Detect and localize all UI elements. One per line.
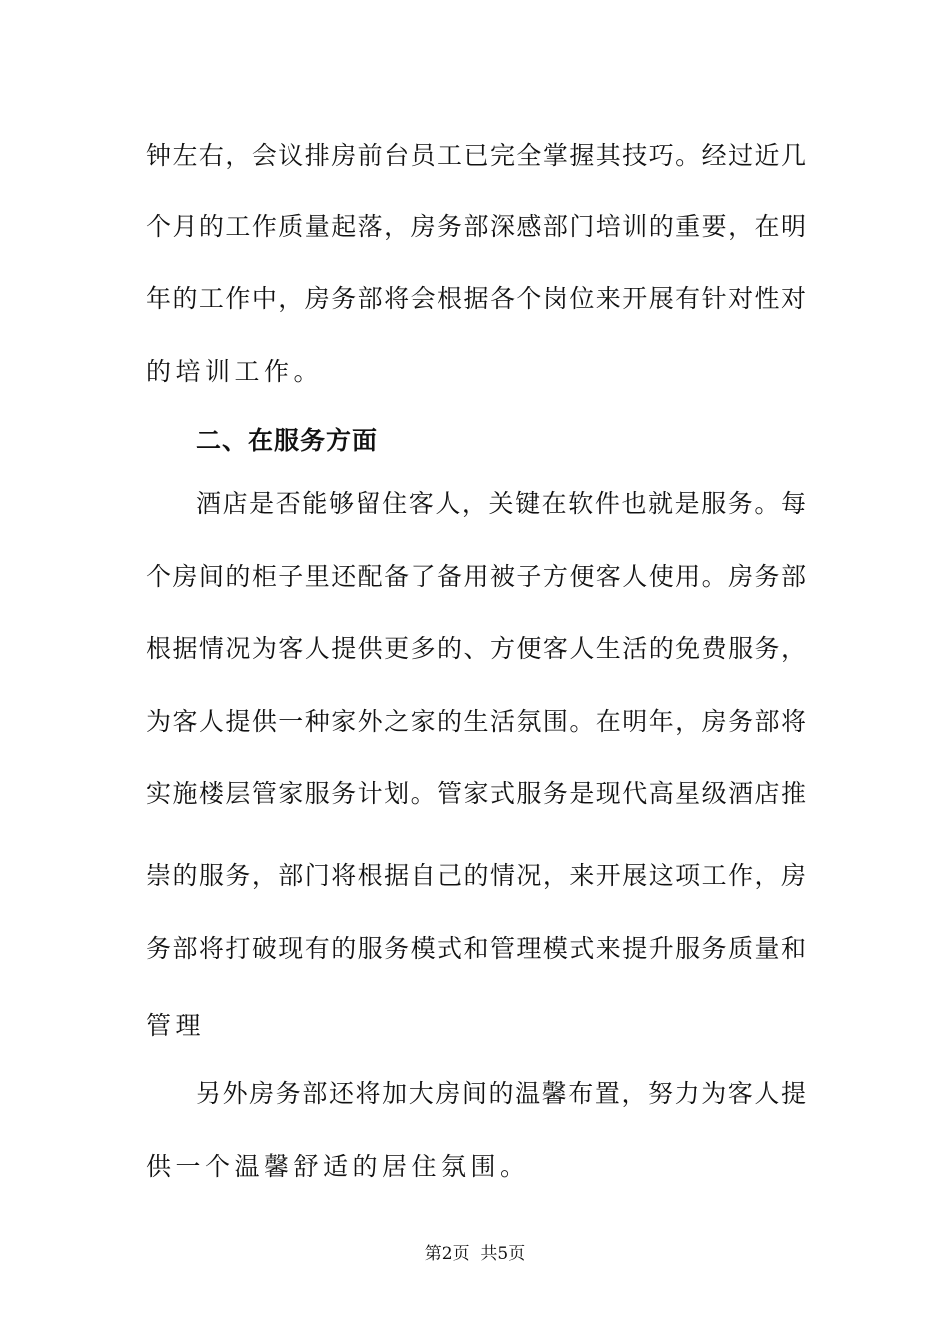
- paragraph-line: 为客人提供一种家外之家的生活氛围。在明年，房务部将: [146, 707, 806, 736]
- paragraph-line: 酒店是否能够留住客人，关键在软件也就是服务。每: [196, 489, 806, 518]
- paragraph-line: 个房间的柜子里还配备了备用被子方便客人使用。房务部: [146, 562, 806, 591]
- paragraph-line: 的培训工作。: [146, 357, 324, 386]
- section-heading: 二、在服务方面: [196, 426, 379, 455]
- paragraph-line: 实施楼层管家服务计划。管家式服务是现代高星级酒店推: [146, 779, 806, 808]
- paragraph-line: 崇的服务，部门将根据自己的情况，来开展这项工作，房: [146, 861, 806, 890]
- paragraph-line: 根据情况为客人提供更多的、方便客人生活的免费服务，: [146, 634, 806, 663]
- paragraph-line: 年的工作中，房务部将会根据各个岗位来开展有针对性对: [146, 284, 806, 313]
- paragraph-line: 个月的工作质量起落，房务部深感部门培训的重要，在明: [146, 212, 806, 241]
- paragraph-line: 管理: [146, 1011, 206, 1040]
- paragraph-line: 供一个温馨舒适的居住氛围。: [146, 1152, 530, 1181]
- paragraph-line: 务部将打破现有的服务模式和管理模式来提升服务质量和: [146, 934, 806, 963]
- paragraph-line: 另外房务部还将加大房间的温馨布置，努力为客人提: [196, 1079, 806, 1108]
- page-footer: 第2页 共5页: [424, 1244, 526, 1264]
- paragraph-line: 钟左右，会议排房前台员工已完全掌握其技巧。经过近几: [146, 141, 806, 170]
